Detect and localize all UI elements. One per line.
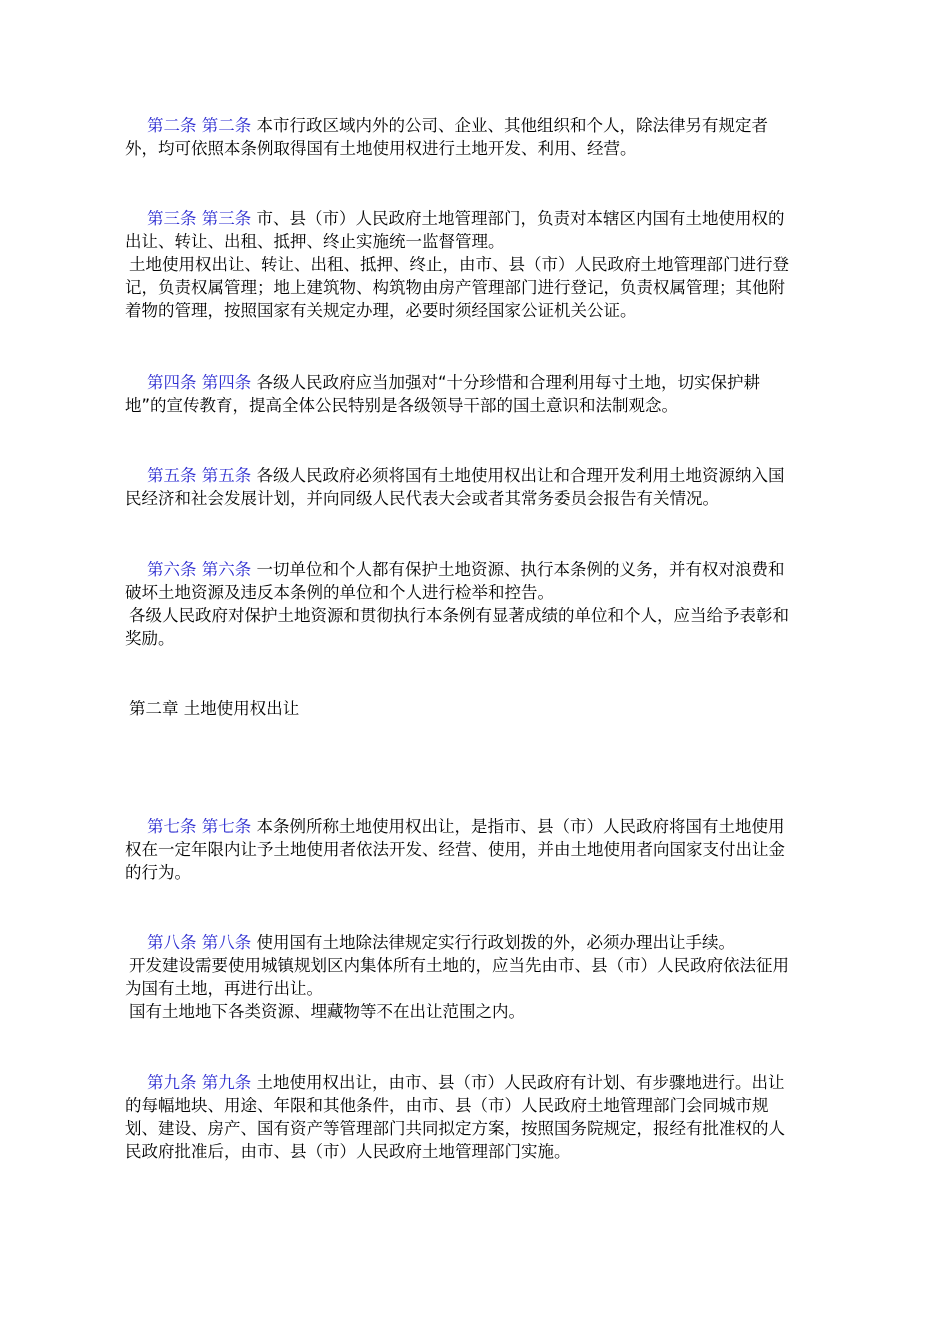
article-7	[125, 815, 840, 884]
article-9	[125, 1071, 840, 1163]
article-label: 第三条	[147, 209, 197, 228]
article-text: 土地使用权出让，由市、县（市）人民政府有计划、有步骤地进行。出让	[256, 1073, 785, 1092]
article-label: 第六条	[147, 560, 197, 579]
article-3	[125, 207, 840, 322]
article-text-line: 奖励。	[125, 629, 175, 648]
article-text-line: 为国有土地，再进行出让。	[125, 979, 323, 998]
article-text: 各级人民政府应当加强对“十分珍惜和合理利用每寸土地，切实保护耕	[256, 373, 761, 392]
article-label-repeat: 第六条	[201, 560, 252, 579]
article-first-line	[125, 815, 840, 838]
article-label: 第八条	[147, 933, 197, 952]
article-text-line: 权在一定年限内让予土地使用者依法开发、经营、使用，并由土地使用者向国家支付出让金	[125, 840, 785, 859]
article-8	[125, 931, 840, 1023]
article-label-repeat: 第四条	[201, 373, 252, 392]
article-text-line: 民政府批准后，由市、县（市）人民政府土地管理部门实施。	[125, 1142, 571, 1161]
article-label-repeat: 第九条	[201, 1073, 252, 1092]
article-2	[125, 114, 840, 160]
article-first-line	[125, 371, 840, 394]
article-paragraph-line: 国有土地地下各类资源、埋藏物等不在出让范围之内。	[129, 1002, 525, 1021]
article-paragraph-line: 各级人民政府对保护土地资源和贯彻执行本条例有显著成绩的单位和个人，应当给予表彰和	[129, 606, 789, 625]
article-text-line: 民经济和社会发展计划，并向同级人民代表大会或者其常务委员会报告有关情况。	[125, 489, 719, 508]
article-first-line	[125, 931, 840, 954]
article-text-line: 破坏土地资源及违反本条例的单位和个人进行检举和控告。	[125, 583, 554, 602]
article-label-repeat: 第七条	[201, 817, 252, 836]
article-text-line: 划、建设、房产、国有资产等管理部门共同拟定方案，按照国务院规定，报经有批准权的人	[125, 1119, 785, 1138]
article-label: 第九条	[147, 1073, 197, 1092]
article-text: 本市行政区域内外的公司、企业、其他组织和个人，除法律另有规定者	[256, 116, 768, 135]
article-text-line: 的每幅地块、用途、年限和其他条件，由市、县（市）人民政府土地管理部门会同城市规	[125, 1096, 769, 1115]
article-label: 第五条	[147, 466, 197, 485]
article-first-line	[125, 114, 840, 137]
article-text-line: 出让、转让、出租、抵押、终止实施统一监督管理。	[125, 232, 505, 251]
article-label-repeat: 第三条	[201, 209, 252, 228]
article-text: 本条例所称土地使用权出让，是指市、县（市）人民政府将国有土地使用	[256, 817, 785, 836]
article-first-line	[125, 464, 840, 487]
article-label: 第四条	[147, 373, 197, 392]
article-text-line: 着物的管理，按照国家有关规定办理，必要时须经国家公证机关公证。	[125, 301, 637, 320]
article-text-line: 外，均可依照本条例取得国有土地使用权进行土地开发、利用、经营。	[125, 139, 637, 158]
article-label-repeat: 第二条	[201, 116, 252, 135]
article-text-line: 记，负责权属管理；地上建筑物、构筑物由房产管理部门进行登记，负责权属管理；其他附	[125, 278, 785, 297]
article-label: 第七条	[147, 817, 197, 836]
article-text: 使用国有土地除法律规定实行行政划拨的外，必须办理出让手续。	[256, 933, 735, 952]
article-label-repeat: 第五条	[201, 466, 252, 485]
article-paragraph-line: 土地使用权出让、转让、出租、抵押、终止，由市、县（市）人民政府土地管理部门进行登	[129, 255, 789, 274]
article-text: 一切单位和个人都有保护土地资源、执行本条例的义务，并有权对浪费和	[256, 560, 785, 579]
article-text-line: 的行为。	[125, 863, 191, 882]
article-4	[125, 371, 840, 417]
article-first-line	[125, 207, 840, 230]
article-5	[125, 464, 840, 510]
article-6	[125, 558, 840, 650]
article-label: 第二条	[147, 116, 197, 135]
article-paragraph-line: 开发建设需要使用城镇规划区内集体所有土地的，应当先由市、县（市）人民政府依法征用	[129, 956, 789, 975]
article-label-repeat: 第八条	[201, 933, 252, 952]
article-first-line	[125, 1071, 840, 1094]
article-text: 各级人民政府必须将国有土地使用权出让和合理开发利用土地资源纳入国	[256, 466, 785, 485]
article-text-line: 地”的宣传教育，提高全体公民特别是各级领导干部的国土意识和法制观念。	[125, 396, 679, 415]
article-text: 市、县（市）人民政府土地管理部门，负责对本辖区内国有土地使用权的	[256, 209, 785, 228]
article-first-line	[125, 558, 840, 581]
chapter-heading: 第二章 土地使用权出让	[129, 699, 300, 718]
